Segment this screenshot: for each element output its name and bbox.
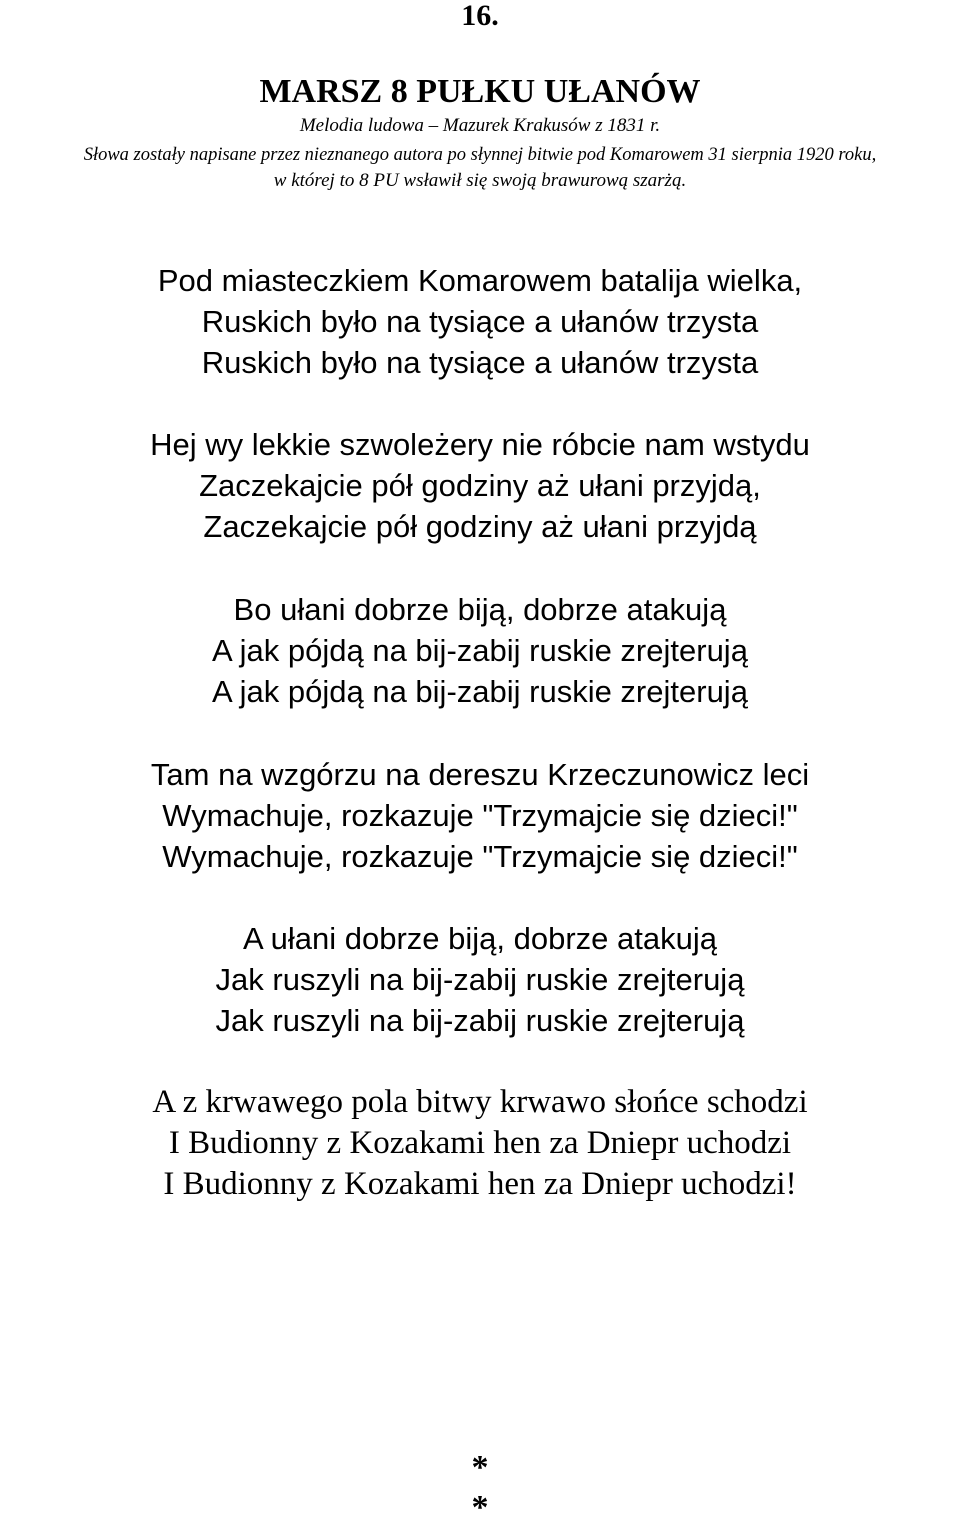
verse-line: A z krwawego pola bitwy krwawo słońce schodzi [152,1084,808,1120]
stanza-2 [0,424,960,547]
stanza-5 [0,918,960,1041]
verse-line: Ruskich było na tysiące a ułanów trzysta [201,345,759,380]
origin-note-line-1: Słowa zostały napisane przez nieznanego autora po słynnej bitwie pod Komarowem 31 sierpnia 1920 roku, [83,145,877,165]
section-separator [0,1448,960,1528]
stanza-6 [0,1082,960,1205]
verse-line: Zaczekajcie pół godziny aż ułani przyjdą, [199,468,761,503]
verse-line: A jak pójdą na bij-zabij ruskie zrejterują [212,633,748,668]
stanza-1 [0,260,960,383]
stanza-3 [0,589,960,712]
asterisk-mark: * [471,1449,489,1486]
verse-line: Wymachuje, rozkazuje "Trzymajcie się dzieci!" [162,798,798,833]
verse-line: Jak ruszyli na bij-zabij ruskie zrejterują [215,1003,745,1038]
verse-line: I Budionny z Kozakami hen za Dniepr uchodzi [168,1125,792,1161]
stanza-4 [0,754,960,877]
song-title: MARSZ 8 PUŁKU UŁANÓW [259,73,701,110]
verse-line: A jak pójdą na bij-zabij ruskie zrejterują [212,674,748,709]
verse-line: Jak ruszyli na bij-zabij ruskie zrejterują [215,962,745,997]
verse-line: Pod miasteczkiem Komarowem batalija wielka, [157,263,803,298]
origin-note-line-2: w której to 8 PU wsławił się swoją brawurową szarżą. [273,170,687,191]
melody-note: Melodia ludowa – Mazurek Krakusów z 1831 r. [299,115,661,136]
verse-line: A ułani dobrze biją, dobrze atakują [243,921,717,956]
verse-line: Tam na wzgórzu na dereszu Krzeczunowicz leci [150,757,810,792]
verse-line: I Budionny z Kozakami hen za Dniepr uchodzi! [163,1166,797,1202]
verse-line: Wymachuje, rozkazuje "Trzymajcie się dzieci!" [162,839,798,874]
verse-line: Zaczekajcie pół godziny aż ułani przyjdą [203,509,757,544]
page-number: 16. [461,0,499,32]
verse-line: Ruskich było na tysiące a ułanów trzysta [201,304,759,339]
verse-line: Bo ułani dobrze biją, dobrze atakują [233,592,727,627]
asterisk-mark: * [471,1489,489,1526]
verse-line: Hej wy lekkie szwoleżery nie róbcie nam wstydu [150,427,810,462]
